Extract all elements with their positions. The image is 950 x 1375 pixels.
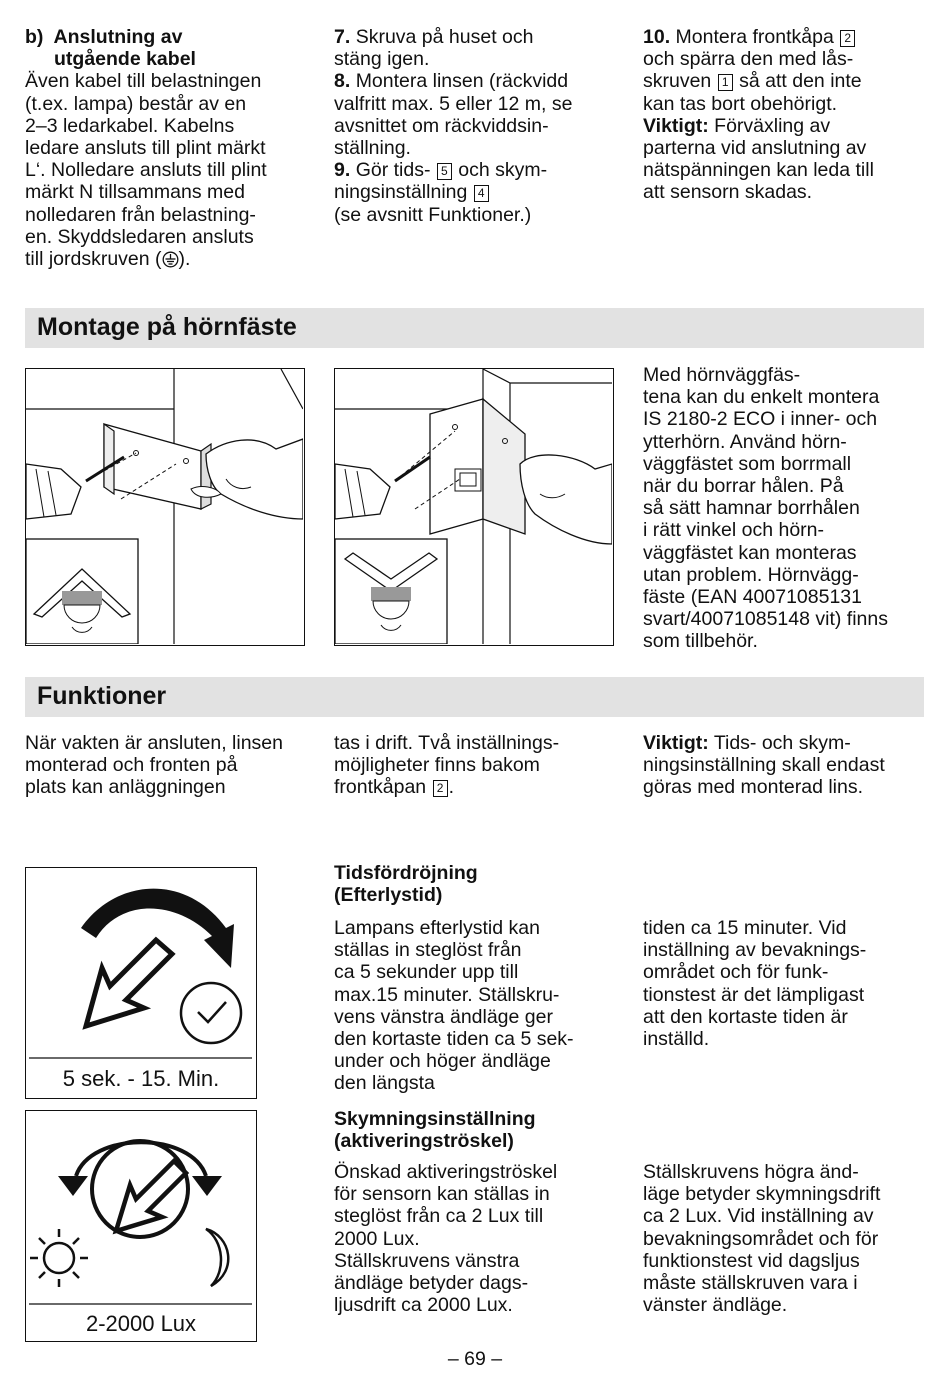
mounting-line-5: väggfästet som borrmall [643,452,852,475]
functions-col1-line-1: När vakten är ansluten, linsen [25,732,283,754]
mounting-line-8: i rätt vinkel och hörn- [643,519,824,542]
dusk-heading-line-2: (aktiveringströskel) [334,1130,514,1152]
sun-icon [30,1229,88,1287]
col1-line-6: märkt N tillsammans med [25,181,245,204]
timer-heading-line-2: (Efterlystid) [334,884,443,906]
top-col-2 [334,26,624,226]
timer-col3-line-5: att den kortaste tiden är [643,1005,848,1028]
ground-symbol-icon [162,248,179,270]
dusk-heading [334,1108,629,1152]
moon-icon [206,1229,228,1286]
timer-col2-line-6: den kortaste tiden ca 5 sek- [334,1028,574,1051]
functions-col3-line-2: göras med monterad lins. [643,776,864,799]
step-8-text-2: valfritt max. 5 eller 12 m, se [334,92,573,115]
dusk-col2-line-1: Önskad aktiveringströskel [334,1161,558,1183]
mounting-line-12: svart/40071085148 vit) finns [643,608,888,631]
timer-figure [25,867,257,1099]
timer-col3-line-1: tiden ca 15 minuter. Vid [643,917,847,939]
dusk-col2-line-7: ljusdrift ca 2000 Lux. [334,1294,513,1317]
functions-col1-line-2: monterad och fronten på [25,754,238,777]
dusk-col3-line-5: funktionstest vid dagsljus [643,1249,860,1272]
inner-corner-illustration [26,369,303,644]
mounting-line-3: IS 2180-2 ECO i inner- och [643,408,878,431]
step-8-number: 8. [334,70,351,93]
dusk-col2-line-6: ändläge betyder dags- [334,1272,529,1295]
outer-corner-illustration [335,369,612,644]
timer-col3-line-4: tionstest är det lämpligast [643,983,865,1006]
dusk-col2-line-2: för sensorn kan ställas in [334,1183,550,1206]
section-title-functions: Funktioner [37,682,167,710]
step-7-text-2: stäng igen. [334,48,430,71]
col1-line-1: Även kabel till belastningen [25,70,262,93]
step-9-text-3: (se avsnitt Funktioner.) [334,203,532,226]
important-text: Förväxling av [714,114,831,137]
section-header-functions [25,677,924,717]
mounting-line-4: ytterhörn. Använd hörn- [643,430,847,453]
dusk-heading-line-1: Skymningsinställning [334,1108,536,1130]
step-9-text: Gör tids- [355,159,431,182]
top-col-3 [643,26,933,204]
col1-line-5: L‘. Nolledare ansluts till plint [25,159,267,182]
timer-col2-line-2: ställas in steglöst från [334,939,522,962]
mounting-text [643,364,933,653]
functions-col1-line-3: plats kan anläggningen [25,776,226,799]
section-title-mounting: Montage på hörnfäste [37,313,297,341]
timer-col2-line-4: max.15 minuter. Ställskru- [334,983,560,1006]
dusk-col2-line-3: steglöst från ca 2 Lux till [334,1205,544,1228]
dusk-col2-line-4: 2000 Lux. [334,1227,420,1250]
inner-corner-figure [25,368,305,646]
ref-box-4: 4 [474,185,489,202]
step-8-text-4: ställning. [334,137,411,160]
dusk-text-col2 [334,1161,629,1316]
step-9-text-b: och skym- [458,159,548,182]
dusk-caption: 2-2000 Lux [85,1311,197,1336]
dusk-col3-line-7: vänster ändläge. [643,1294,788,1317]
step-10-number: 10. [643,26,671,48]
section-header-mounting [25,308,924,348]
timer-col3-line-3: området och för funk- [643,961,829,984]
col1-line-2: (t.ex. lampa) består av en [25,92,247,115]
important-label: Viktigt: [643,114,709,137]
dusk-col3-line-2: läge betyder skymningsdrift [643,1183,881,1206]
heading-line-2: utgående kabel [54,48,196,71]
mounting-line-9: väggfästet kan monteras [643,541,857,564]
ref-box-2b: 2 [433,780,448,797]
top-col-1 [25,26,315,270]
step-7-number: 7. [334,26,351,48]
timer-heading [334,862,629,906]
step-8-text: Montera linsen (räckvidd [355,70,569,93]
step-10-text-2: och spärra den med lås- [643,48,854,71]
step-10-text-3b: så att den inte [739,70,862,93]
clock-icon [181,983,241,1043]
step-8-text-3: avsnittet om räckviddsin- [334,114,549,137]
timer-col3-line-2: inställning av bevaknings- [643,939,867,962]
dusk-figure [25,1110,257,1342]
timer-col2-line-5: vens vänstra ändläge ger [334,1005,553,1028]
functions-important-text: Tids- och skym- [713,732,851,754]
step-9-number: 9. [334,159,351,182]
dusk-col3-line-4: bevakningsområdet och för [643,1227,879,1250]
timer-illustration [26,868,255,1097]
outer-corner-figure [334,368,614,646]
functions-col3-line-1: ningsinställning skall endast [643,754,885,777]
timer-col2-line-1: Lampans efterlystid kan [334,917,540,939]
mounting-line-1: Med hörnväggfäs- [643,364,801,386]
page-number: – 69 – [447,1348,503,1370]
functions-col2-line-1: tas i drift. Två inställnings- [334,732,560,754]
functions-important-body [643,754,938,798]
timer-col2-line-3: ca 5 sekunder upp till [334,961,519,984]
col1-body [25,70,315,270]
mounting-line-2: tena kan du enkelt montera [643,386,880,409]
step-10-text: Montera frontkåpa [675,26,834,48]
col1-line-3: 2–3 ledarkabel. Kabelns [25,114,235,137]
timer-col2-line-8: den längsta [334,1072,435,1095]
col1-line-7: nolledaren från belastning- [25,203,256,226]
important-line-2: nätspänningen kan leda till [643,159,874,182]
timer-text-col3 [643,917,938,1050]
step-10-text-4: kan tas bort obehörigt. [643,92,838,115]
dusk-col2-line-5: Ställskruvens vänstra [334,1249,520,1272]
functions-intro-col3 [643,732,938,799]
mounting-line-13: som tillbehör. [643,630,758,653]
step-9-text-2: ningsinställning [334,181,468,204]
step-10-text-3a: skruven [643,70,712,93]
ref-box-5: 5 [437,163,452,180]
heading-letter: b) [25,26,44,48]
functions-col2-line-2: möjligheter finns bakom [334,754,540,777]
mounting-line-6: när du borrar hålen. På [643,475,844,498]
functions-col2-period: . [448,776,454,799]
important-line-1: parterna vid anslutning av [643,137,867,160]
heading-line-1: Anslutning av [53,26,183,48]
functions-intro-col2 [334,732,629,799]
functions-important-label: Viktigt: [643,732,709,754]
mounting-line-7: så sätt hamnar borrhålen [643,497,860,520]
timer-text-col2 [334,917,629,1095]
col1-line-9: till jordskruven ( ). [25,248,191,271]
col1-line-4: ledare ansluts till plint märkt [25,137,266,160]
col1-line-8: en. Skyddsledaren ansluts [25,225,254,248]
step-7-text: Skruva på huset och [355,26,534,48]
dusk-col3-line-1: Ställskruvens högra änd- [643,1161,859,1183]
mounting-line-10: utan problem. Hörnvägg- [643,563,859,586]
important-line-3: att sensorn skadas. [643,181,813,204]
dusk-col3-line-6: måste ställskruven vara i [643,1272,858,1295]
timer-caption: 5 sek. - 15. Min. [62,1066,220,1091]
dusk-col3-line-3: ca 2 Lux. Vid inställning av [643,1205,874,1228]
timer-col3-line-6: inställd. [643,1028,710,1051]
mounting-line-11: fäste (EAN 40071085131 [643,586,862,609]
dusk-illustration [26,1111,255,1340]
timer-col2-line-7: under och höger ändläge [334,1050,551,1073]
ref-box-1: 1 [718,74,733,91]
timer-heading-line-1: Tidsfördröjning [334,862,478,884]
ref-box-2: 2 [840,30,855,47]
dusk-text-col3 [643,1161,938,1316]
functions-col2-line-3: frontkåpan [334,776,427,799]
important-body [643,137,933,204]
functions-intro-col1 [25,732,320,799]
